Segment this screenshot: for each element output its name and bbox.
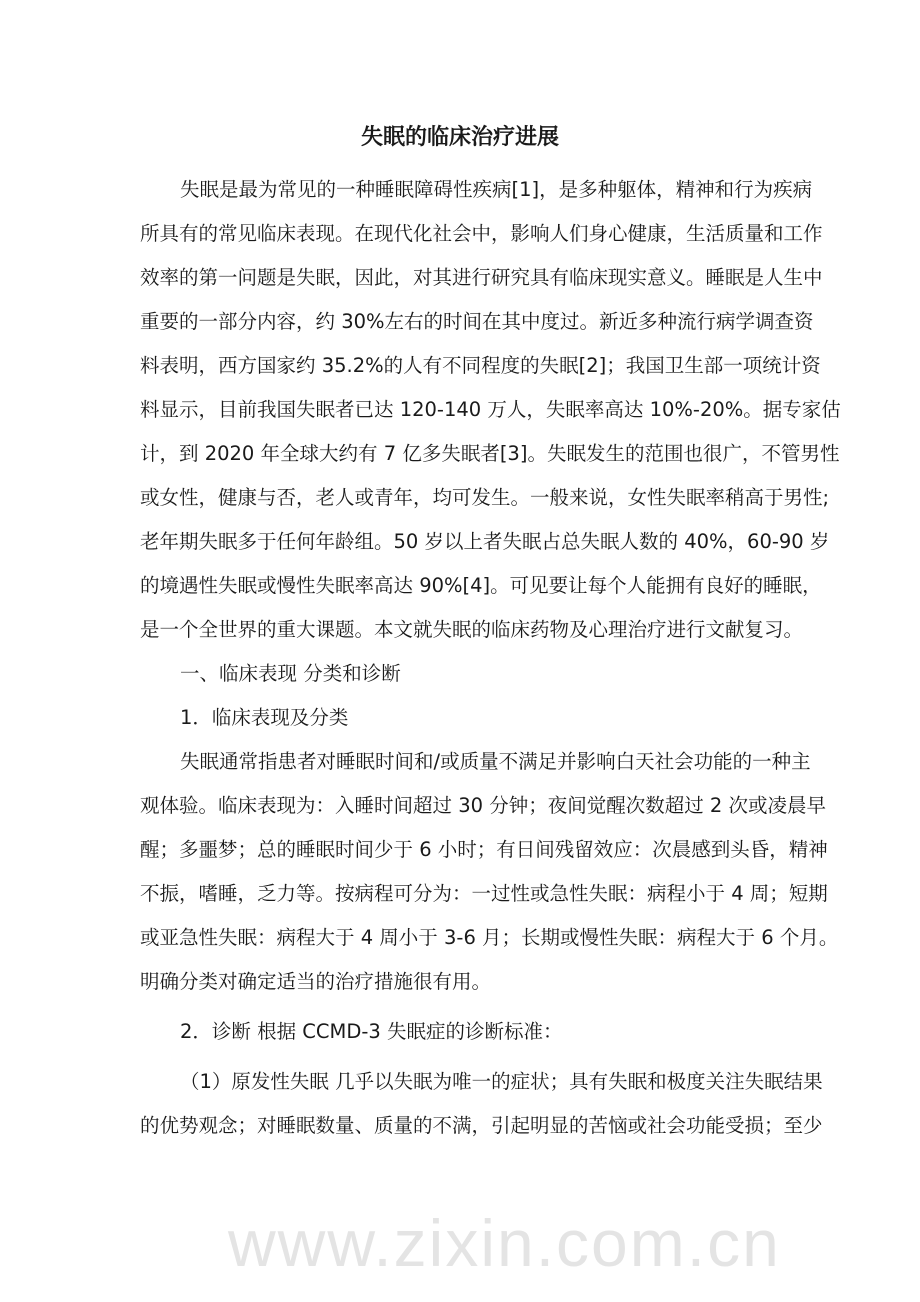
text-line: 老年期失眠多于任何年龄组。50 岁以上者失眠占总失眠人数的 40%，60-90 岁 bbox=[140, 530, 830, 553]
paragraph bbox=[140, 654, 786, 698]
text-line: 是一个全世界的重大课题。本文就失眠的临床药物及心理治疗进行文献复习。 bbox=[140, 618, 804, 641]
paragraph bbox=[140, 1062, 823, 1150]
text-line: （1）原发性失眠 几乎以失眠为唯一的症状；具有失眠和极度关注失眠结果 bbox=[180, 1070, 823, 1093]
text-line: 重要的一部分内容，约 30%左右的时间在其中度过。新近多种流行病学调查资 bbox=[140, 310, 814, 333]
text-line: 或女性，健康与否，老人或青年，均可发生。一般来说，女性失眠率稍高于男性; bbox=[140, 486, 830, 509]
text-line: 失眠是最为常见的一种睡眠障碍性疾病[1]，是多种躯体，精神和行为疾病 bbox=[180, 178, 813, 201]
text-line: 醒；多噩梦；总的睡眠时间少于 6 小时；有日间残留效应：次晨感到头昏，精神 bbox=[140, 838, 828, 861]
paragraph bbox=[140, 170, 841, 654]
text-line: 不振，嗜睡，乏力等。按病程可分为：一过性或急性失眠：病程小于 4 周；短期 bbox=[140, 882, 828, 905]
text-line: 1．临床表现及分类 bbox=[180, 706, 349, 729]
text-line: 或亚急性失眠：病程大于 4 周小于 3-6 月；长期或慢性失眠：病程大于 6 个月。 bbox=[140, 926, 839, 949]
text-line: 失眠通常指患者对睡眠时间和/或质量不满足并影响白天社会功能的一种主 bbox=[180, 750, 811, 773]
text-line: 效率的第一问题是失眠，因此，对其进行研究具有临床现实意义。睡眠是人生中 bbox=[140, 266, 823, 289]
text-line: 的境遇性失眠或慢性失眠率高达 90%[4]。可见要让每个人能拥有良好的睡眠， bbox=[140, 574, 822, 597]
paragraph bbox=[140, 1012, 786, 1056]
text-line: 观体验。临床表现为：入睡时间超过 30 分钟；夜间觉醒次数超过 2 次或凌晨早 bbox=[140, 794, 827, 817]
document-title: 失眠的临床治疗进展 bbox=[360, 125, 559, 150]
text-line: 所具有的常见临床表现。在现代化社会中，影响人们身心健康，生活质量和工作 bbox=[140, 222, 823, 245]
text-line: 一、临床表现 分类和诊断 bbox=[180, 662, 401, 685]
document-body bbox=[140, 170, 841, 1150]
text-line: 明确分类对确定适当的治疗措施很有用。 bbox=[140, 970, 492, 993]
text-line: 料显示，目前我国失眠者已达 120-140 万人，失眠率高达 10%-20%。据专家估 bbox=[140, 398, 841, 421]
text-line: 的优势观念；对睡眠数量、质量的不满，引起明显的苦恼或社会功能受损；至少 bbox=[140, 1114, 823, 1137]
paragraph bbox=[140, 742, 839, 1006]
text-line: 计，到 2020 年全球大约有 7 亿多失眠者[3]。失眠发生的范围也很广，不管男性 bbox=[140, 442, 840, 465]
paragraph bbox=[140, 698, 786, 742]
text-line: 料表明，西方国家约 35.2%的人有不同程度的失眠[2]；我国卫生部一项统计资 bbox=[140, 354, 821, 377]
text-line: 2．诊断 根据 CCMD-3 失眠症的诊断标准： bbox=[180, 1020, 563, 1043]
watermark: www.zixin.com.cn bbox=[228, 1206, 781, 1280]
